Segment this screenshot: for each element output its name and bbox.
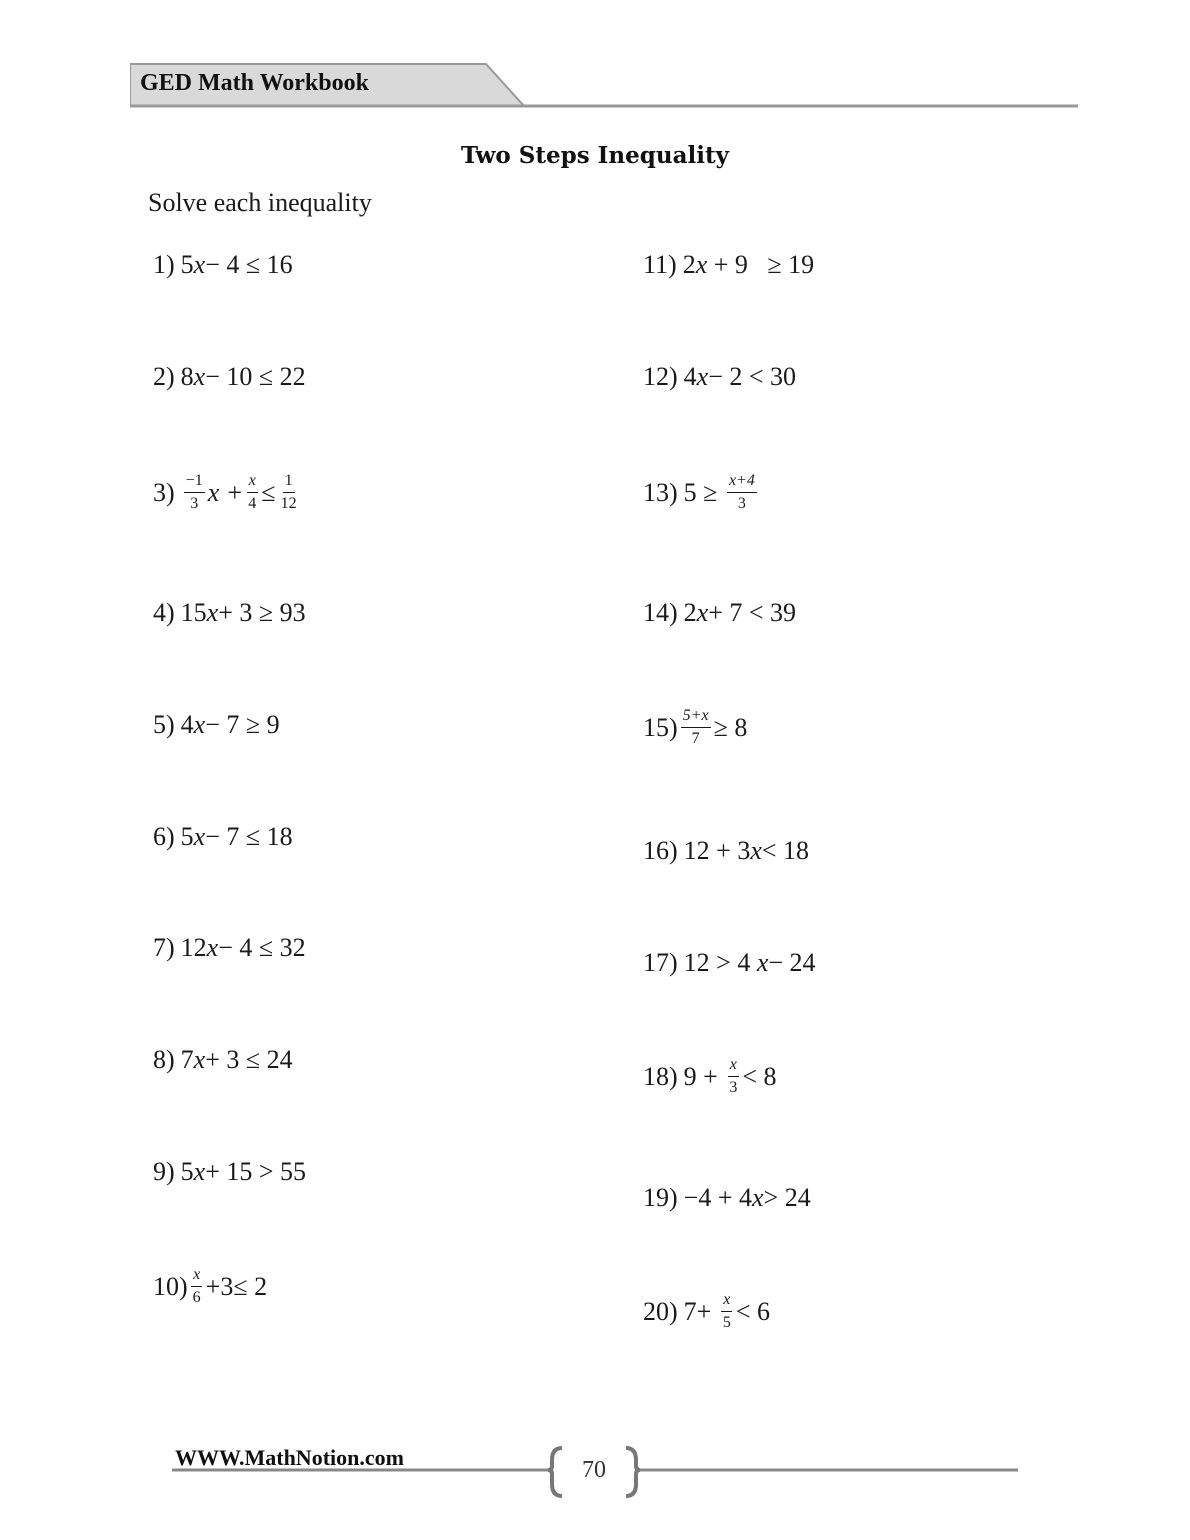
problem-9: 9) 5 x + 15 > 55 [153, 1157, 307, 1186]
problem-number: 17) [643, 948, 678, 977]
problem-number: 9) [153, 1157, 175, 1186]
problem-12: 12) 4 x − 2 < 30 [643, 362, 797, 391]
problem-number: 14) [643, 598, 678, 627]
problem-10: 10) x 6 +3≤ 2 [153, 1266, 268, 1307]
problem-number: 13) [643, 477, 678, 507]
problem-number: 8) [153, 1045, 175, 1074]
problem-number: 18) [643, 1061, 678, 1091]
fraction: $\frac{x}{3}$ [729, 1056, 738, 1097]
problem-number: 11) [643, 250, 677, 279]
fraction: $\frac{x}{5}$ [722, 1291, 731, 1332]
footer-url: WWW.MathNotion.com [175, 1445, 404, 1470]
fraction: −1 3 [185, 472, 203, 513]
problem-number: 16) [643, 836, 678, 865]
problem-number: 7) [153, 933, 175, 962]
problem-2: 2) 8 x − 10 ≤ 22 [153, 362, 306, 391]
problem-15: 15) $\frac{5+x}{7}$ ≥ 8 [643, 707, 748, 748]
problem-16: 16) 12 + 3 x < 18 [643, 836, 810, 865]
fraction: x 6 [192, 1266, 201, 1307]
page-number: 70 [582, 1457, 606, 1483]
problem-17: 17) 12 > 4 x − 24 [643, 948, 816, 977]
problem-13: 13) 5 ≥ $\frac{x+4}{3}$ [643, 472, 755, 513]
problem-number: 10) [153, 1271, 188, 1301]
problem-8: 8) 7 x + 3 ≤ 24 [153, 1045, 293, 1074]
problem-number: 2) [153, 362, 175, 391]
problem-7: 7) 12 x − 4 ≤ 32 [153, 933, 306, 962]
problem-11: 11) 2 x + 9 ≥ 19 [643, 250, 815, 279]
problem-number: 5) [153, 710, 175, 739]
problem-6: 6) 5 x − 7 ≤ 18 [153, 822, 293, 851]
problem-number: 15) [643, 712, 678, 742]
problem-number: 4) [153, 598, 175, 627]
problem-number: 3) [153, 477, 175, 507]
problem-14: 14) 2 x + 7 < 39 [643, 598, 797, 627]
problem-number: 6) [153, 822, 175, 851]
page-title: Two Steps Inequality [461, 142, 729, 169]
fraction: $\frac{x}{4}$ [248, 472, 257, 513]
problem-20: 20) 7+ $\frac{x}{5}$ < 6 [643, 1291, 771, 1332]
problem-19: 19) −4 + 4 x > 24 [643, 1183, 811, 1212]
problem-number: 19) [643, 1183, 678, 1212]
problem-3: 3) −1 3 x + $\frac{x}{4}$ ≤ $\frac{1}{12}$ [153, 472, 297, 513]
problem-number: 20) [643, 1296, 678, 1326]
problem-number: 12) [643, 362, 678, 391]
fraction: $\frac{1}{12}$ [280, 472, 297, 513]
instructions: Solve each inequality [148, 188, 372, 217]
problem-number: 1) [153, 250, 175, 279]
problem-4: 4) 15 x + 3 ≥ 93 [153, 598, 306, 627]
problem-5: 5) 4 x − 7 ≥ 9 [153, 710, 280, 739]
problem-18: 18) 9 + $\frac{x}{3}$ < 8 [643, 1056, 777, 1097]
header-title: GED Math Workbook [140, 70, 369, 96]
fraction: $\frac{5+x}{7}$ [682, 707, 709, 748]
problem-1: 1) 5 x − 4 ≤ 16 [153, 250, 293, 279]
fraction: $\frac{x+4}{3}$ [728, 472, 755, 513]
